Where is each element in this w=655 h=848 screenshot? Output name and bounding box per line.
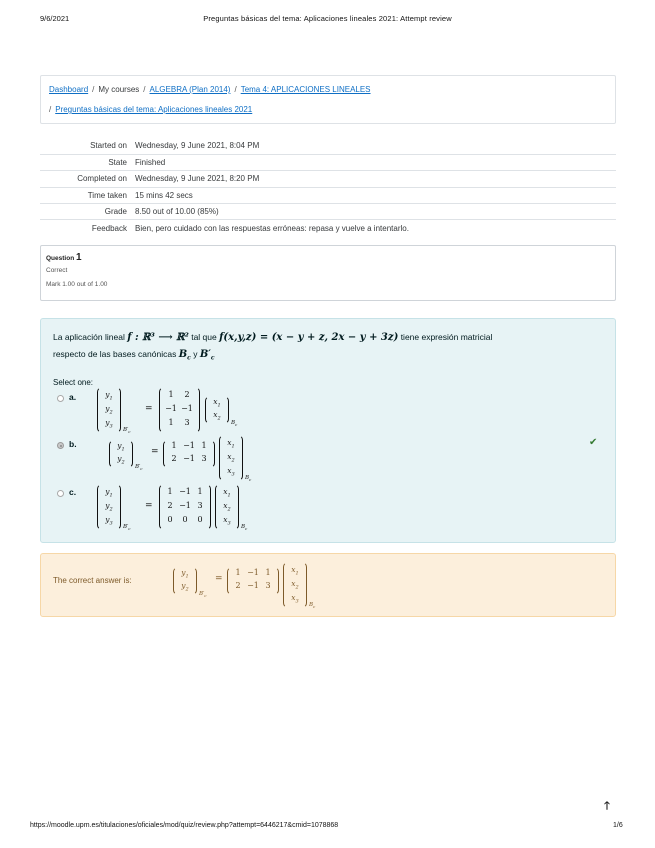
- paren-right: [224, 396, 229, 424]
- var-y3: $y_3$: [105, 418, 113, 430]
- var-y3: $y_3$: [105, 515, 113, 527]
- matrix-entry: 1: [235, 568, 241, 577]
- question-mark: Mark 1.00 out of 1.00: [46, 281, 108, 288]
- summary-value: Wednesday, 9 June 2021, 8:20 PM: [135, 174, 260, 184]
- matrix-entry: −1: [179, 501, 191, 510]
- paren-right: [274, 567, 279, 595]
- select-one-label: Select one:: [53, 378, 94, 387]
- print-title: Preguntas básicas del tema: Aplicaciones lineales 2021: Attempt review: [203, 14, 452, 23]
- paren-right: [116, 484, 121, 530]
- option-c-formula: [97, 484, 317, 534]
- matrix-entry: −1: [183, 441, 195, 450]
- var-x1: $x_1$: [213, 397, 221, 409]
- var-y2: $y_2$: [105, 501, 113, 513]
- summary-value: Finished: [135, 158, 166, 168]
- paren-right: [192, 567, 197, 595]
- correct-answer-label: The correct answer is:: [53, 576, 132, 585]
- option-c-letter: c.: [69, 487, 77, 497]
- question-text-part: La aplicación lineal: [53, 332, 125, 342]
- breadcrumb-separator: /: [49, 105, 52, 114]
- summary-label: Completed on: [77, 174, 127, 184]
- matrix-entry: −1: [247, 581, 259, 590]
- print-url: https://moodle.upm.es/titulaciones/oficiales/mod/quiz/review.php?attempt=6446217&cmid=1078868: [30, 822, 339, 829]
- math-basis-bcp: B′: [199, 349, 211, 360]
- paren-right: [238, 435, 243, 481]
- math-function-signature: f : ℝ³ ⟶ ℝ²: [127, 332, 189, 343]
- basis-bc-sub: $B_c$: [245, 475, 252, 483]
- question-text-part: tal que: [191, 332, 217, 342]
- paren-right: [116, 387, 121, 433]
- matrix-entry: 1: [167, 487, 173, 496]
- math-function-definition: f(x,y,z) = (x − y + z, 2x − y + 3z): [219, 332, 399, 343]
- var-x3: $x_3$: [291, 593, 299, 605]
- breadcrumb-separator: /: [92, 85, 95, 94]
- option-a-formula: [97, 387, 297, 437]
- matrix-entry: 1: [265, 568, 271, 577]
- var-y1: $y_1$: [105, 390, 113, 402]
- var-x3: $x_3$: [227, 466, 235, 478]
- var-y2: $y_2$: [117, 454, 125, 466]
- matrix-entry: 2: [171, 454, 177, 463]
- var-x2: $x_2$: [291, 579, 299, 591]
- var-x1: $x_1$: [291, 565, 299, 577]
- basis-bc-sub: $B_c$: [241, 524, 248, 532]
- var-x1: $x_1$: [223, 487, 231, 499]
- matrix-entry: −1: [183, 454, 195, 463]
- summary-value: Wednesday, 9 June 2021, 8:04 PM: [135, 141, 260, 151]
- summary-row-time: [40, 187, 616, 203]
- matrix-entry: −1: [247, 568, 259, 577]
- summary-label: Grade: [104, 207, 127, 217]
- var-y1: $y_1$: [181, 568, 189, 580]
- question-number: [46, 252, 610, 263]
- correct-answer-formula: [173, 562, 393, 612]
- equals-sign: =: [215, 574, 223, 584]
- basis-bc-sub: $B_c$: [309, 602, 316, 610]
- question-text-part: tiene expresión matricial: [400, 332, 493, 342]
- var-x2: $x_2$: [213, 410, 221, 422]
- summary-value: 8.50 out of 10.00 (85%): [135, 207, 219, 217]
- question-text-part: respecto de las bases canónicas: [53, 349, 177, 359]
- option-a-radio[interactable]: [57, 395, 64, 402]
- question-content: [40, 318, 616, 543]
- matrix-entry: −1: [179, 487, 191, 496]
- option-c-radio[interactable]: [57, 490, 64, 497]
- matrix-entry: 1: [171, 441, 177, 450]
- breadcrumb-separator: /: [234, 85, 237, 94]
- paren-right: [210, 440, 215, 468]
- var-x2: $x_2$: [223, 501, 231, 513]
- paren-right: [234, 484, 239, 530]
- matrix-entry: 2: [184, 390, 190, 399]
- summary-label: Started on: [90, 141, 127, 151]
- matrix-entry: 3: [265, 581, 271, 590]
- equals-sign: =: [145, 404, 153, 414]
- option-b-letter: b.: [69, 439, 77, 449]
- matrix-entry: 3: [184, 418, 190, 427]
- summary-value: Bien, pero cuidado con las respuestas erróneas: repasa y vuelve a intentarlo.: [135, 223, 409, 233]
- summary-row-completed: [40, 171, 616, 187]
- attempt-summary-table: [40, 138, 616, 236]
- option-b-radio[interactable]: [57, 442, 64, 449]
- equals-sign: =: [145, 501, 153, 511]
- breadcrumb-separator: /: [143, 85, 146, 94]
- paren-right: [128, 440, 133, 468]
- paren-right: [195, 387, 200, 433]
- var-x2: $x_2$: [227, 452, 235, 464]
- matrix-entry: 1: [201, 441, 207, 450]
- breadcrumb-my-courses: My courses: [98, 85, 140, 94]
- var-y2: $y_2$: [105, 404, 113, 416]
- equals-sign: =: [151, 447, 159, 457]
- question-text: [53, 329, 603, 367]
- option-b-formula: [109, 435, 309, 485]
- breadcrumb: [40, 75, 616, 124]
- question-number-value: 1: [75, 252, 82, 263]
- matrix-entry: 0: [182, 515, 188, 524]
- matrix-entry: 0: [197, 515, 203, 524]
- var-x3: $x_3$: [223, 515, 231, 527]
- breadcrumb-dashboard-link[interactable]: Dashboard: [49, 85, 89, 94]
- back-to-top-arrow-icon[interactable]: 🡑: [598, 797, 616, 815]
- breadcrumb-section-link[interactable]: Tema 4: APLICACIONES LINEALES: [240, 85, 371, 94]
- math-basis-bcp-sub: c: [210, 354, 215, 362]
- matrix-entry: 0: [167, 515, 173, 524]
- basis-bcp-sub: $B'_c$: [199, 591, 207, 599]
- summary-label: Time taken: [87, 190, 127, 200]
- basis-bcp-sub: $B'_c$: [135, 464, 143, 472]
- matrix-entry: −1: [181, 404, 193, 413]
- var-y1: $y_1$: [105, 487, 113, 499]
- correct-answer-box: [40, 553, 616, 617]
- summary-row-feedback: [40, 220, 616, 236]
- summary-label: Feedback: [91, 223, 127, 233]
- matrix-entry: −1: [165, 404, 177, 413]
- var-y1: $y_1$: [117, 441, 125, 453]
- var-y2: $y_2$: [181, 581, 189, 593]
- summary-row-grade: [40, 204, 616, 220]
- math-basis-bc-sub: c: [187, 354, 191, 362]
- matrix-entry: 1: [168, 390, 174, 399]
- option-a-letter: a.: [69, 392, 77, 402]
- correct-check-icon: ✔: [589, 437, 598, 448]
- basis-bc-sub: $B_c$: [231, 420, 238, 428]
- math-basis-bc: B: [178, 349, 188, 360]
- print-page-number: 1/6: [613, 822, 623, 829]
- summary-row-state: [40, 154, 616, 170]
- summary-row-started: [40, 138, 616, 154]
- matrix-entry: 2: [167, 501, 173, 510]
- paren-right: [302, 562, 307, 608]
- basis-bcp-sub: $B'_c$: [123, 524, 131, 532]
- breadcrumb-course-link[interactable]: ALGEBRA (Plan 2014): [149, 85, 231, 94]
- var-x1: $x_1$: [227, 438, 235, 450]
- summary-label: State: [108, 158, 127, 168]
- question-text-part: y: [193, 349, 198, 359]
- question-label: Question: [46, 255, 75, 262]
- print-date: 9/6/2021: [40, 14, 70, 23]
- print-header: [0, 14, 655, 26]
- question-info-box: [40, 245, 616, 301]
- question-state: Correct: [46, 267, 68, 274]
- matrix-entry: 3: [201, 454, 207, 463]
- matrix-entry: 2: [235, 581, 241, 590]
- breadcrumb-quiz-link[interactable]: Preguntas básicas del tema: Aplicaciones lineales 2021: [55, 105, 253, 114]
- paren-right: [206, 484, 211, 530]
- matrix-entry: 1: [197, 487, 203, 496]
- matrix-entry: 3: [197, 501, 203, 510]
- matrix-entry: 1: [168, 418, 174, 427]
- basis-bcp-sub: $B'_c$: [123, 427, 131, 435]
- summary-value: 15 mins 42 secs: [135, 190, 193, 200]
